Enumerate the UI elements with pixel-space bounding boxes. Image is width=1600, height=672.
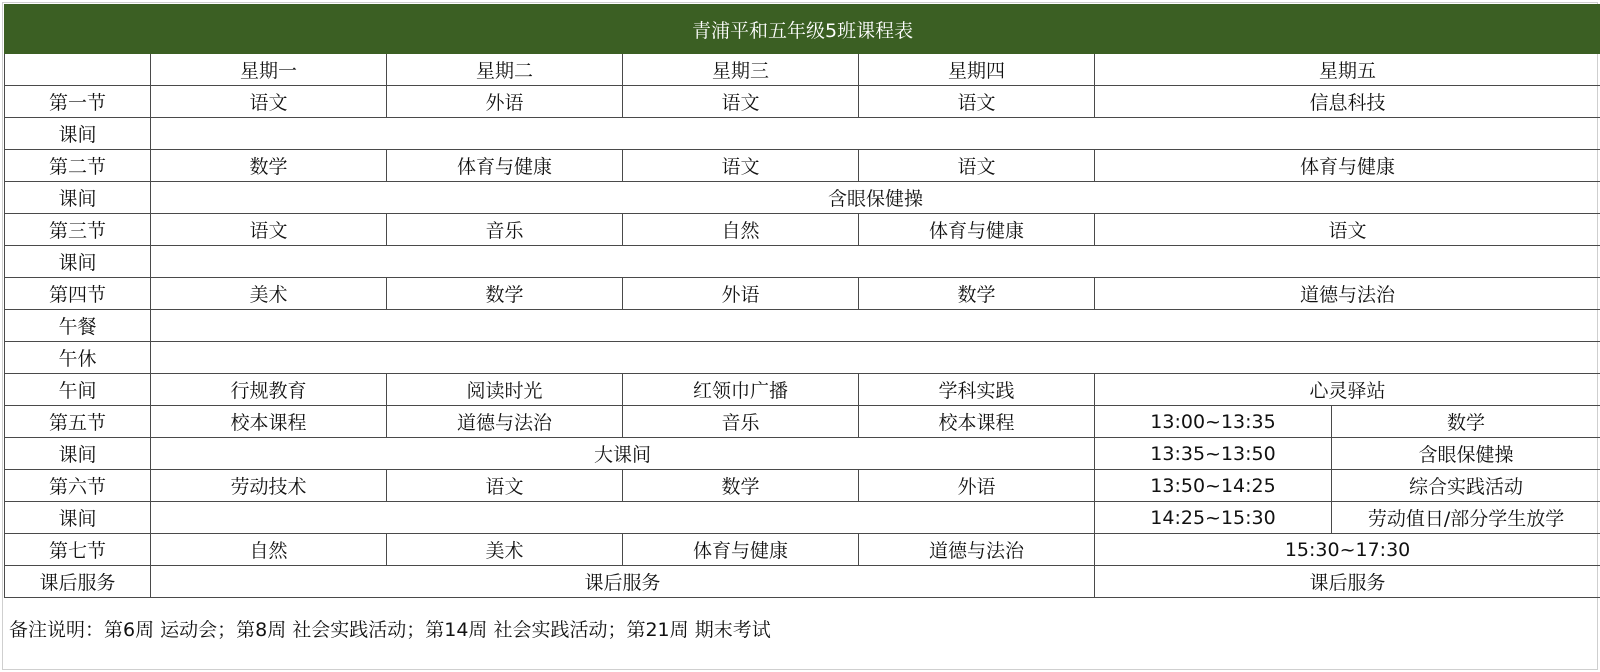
cell-friday-time: 13:35~13:50 (1095, 438, 1332, 470)
cell-tuesday: 美术 (387, 534, 623, 566)
cell-monday: 劳动技术 (151, 470, 387, 502)
nap-row (5, 342, 1600, 374)
cell-monday: 美术 (151, 278, 387, 310)
break-cell (151, 118, 1600, 150)
break-row-3 (5, 246, 1600, 278)
cell-wednesday: 数学 (623, 470, 859, 502)
break-cell (151, 246, 1600, 278)
break-row-1 (5, 118, 1600, 150)
row-label: 第五节 (5, 406, 151, 438)
cell-friday-time: 13:50~14:25 (1095, 470, 1332, 502)
break-row-6 (5, 502, 1600, 534)
cell-friday: 信息科技 (1095, 86, 1600, 118)
cell-tuesday: 道德与法治 (387, 406, 623, 438)
cell-tuesday: 体育与健康 (387, 150, 623, 182)
lunch-cell (151, 310, 1600, 342)
cell-tuesday: 外语 (387, 86, 623, 118)
weekday-header-row (5, 54, 1600, 86)
break-row-5 (5, 438, 1600, 470)
cell-friday: 体育与健康 (1095, 150, 1600, 182)
cell-friday-time: 14:25~15:30 (1095, 502, 1332, 534)
after-school-cell: 课后服务 (151, 566, 1095, 598)
after-school-row (5, 566, 1600, 598)
row-label: 课后服务 (5, 566, 151, 598)
row-label: 课间 (5, 438, 151, 470)
row-label: 第七节 (5, 534, 151, 566)
row-label: 课间 (5, 118, 151, 150)
lunch-row (5, 310, 1600, 342)
cell-tuesday: 音乐 (387, 214, 623, 246)
remarks-note: 备注说明：第6周 运动会；第8周 社会实践活动；第14周 社会实践活动；第21周 期末考试 (9, 619, 771, 641)
cell-thursday: 体育与健康 (859, 214, 1095, 246)
cell-thursday: 数学 (859, 278, 1095, 310)
cell-thursday: 学科实践 (859, 374, 1095, 406)
row-label: 课间 (5, 182, 151, 214)
break-cell (151, 502, 1095, 534)
cell-thursday: 道德与法治 (859, 534, 1095, 566)
cell-wednesday: 语文 (623, 150, 859, 182)
cell-wednesday: 红领巾广播 (623, 374, 859, 406)
cell-friday-subject: 数学 (1332, 406, 1600, 438)
header-tuesday: 星期二 (387, 54, 623, 86)
schedule-table (4, 4, 1600, 598)
period-row-5 (5, 406, 1600, 438)
break-cell: 大课间 (151, 438, 1095, 470)
header-friday: 星期五 (1095, 54, 1600, 86)
period-row-7 (5, 534, 1600, 566)
row-label: 课间 (5, 502, 151, 534)
cell-wednesday: 自然 (623, 214, 859, 246)
cell-friday: 15:30~17:30 (1095, 534, 1600, 566)
cell-friday-subject: 劳动值日/部分学生放学 (1332, 502, 1600, 534)
corner-cell (5, 54, 151, 86)
header-monday: 星期一 (151, 54, 387, 86)
cell-friday-subject: 含眼保健操 (1332, 438, 1600, 470)
row-label: 第一节 (5, 86, 151, 118)
cell-friday-time: 13:00~13:35 (1095, 406, 1332, 438)
row-label: 第三节 (5, 214, 151, 246)
cell-thursday: 外语 (859, 470, 1095, 502)
period-row-3 (5, 214, 1600, 246)
cell-tuesday: 阅读时光 (387, 374, 623, 406)
schedule-sheet (2, 2, 1598, 670)
cell-wednesday: 体育与健康 (623, 534, 859, 566)
cell-wednesday: 音乐 (623, 406, 859, 438)
period-row-4 (5, 278, 1600, 310)
cell-tuesday: 数学 (387, 278, 623, 310)
cell-monday: 语文 (151, 214, 387, 246)
row-label: 第六节 (5, 470, 151, 502)
break-row-2 (5, 182, 1600, 214)
cell-thursday: 语文 (859, 150, 1095, 182)
cell-friday-subject: 综合实践活动 (1332, 470, 1600, 502)
cell-wednesday: 外语 (623, 278, 859, 310)
cell-friday: 心灵驿站 (1095, 374, 1600, 406)
cell-monday: 校本课程 (151, 406, 387, 438)
header-wednesday: 星期三 (623, 54, 859, 86)
cell-tuesday: 语文 (387, 470, 623, 502)
row-label: 午休 (5, 342, 151, 374)
cell-friday: 道德与法治 (1095, 278, 1600, 310)
schedule-title: 青浦平和五年级5班课程表 (5, 5, 1600, 54)
break-cell: 含眼保健操 (151, 182, 1600, 214)
cell-monday: 自然 (151, 534, 387, 566)
row-label: 第四节 (5, 278, 151, 310)
title-row (5, 5, 1600, 54)
row-label: 课间 (5, 246, 151, 278)
cell-friday: 语文 (1095, 214, 1600, 246)
row-label: 午间 (5, 374, 151, 406)
cell-thursday: 校本课程 (859, 406, 1095, 438)
noon-row (5, 374, 1600, 406)
cell-monday: 行规教育 (151, 374, 387, 406)
cell-monday: 数学 (151, 150, 387, 182)
row-label: 午餐 (5, 310, 151, 342)
cell-wednesday: 语文 (623, 86, 859, 118)
nap-cell (151, 342, 1600, 374)
header-thursday: 星期四 (859, 54, 1095, 86)
cell-monday: 语文 (151, 86, 387, 118)
period-row-6 (5, 470, 1600, 502)
cell-friday: 课后服务 (1095, 566, 1600, 598)
period-row-2 (5, 150, 1600, 182)
row-label: 第二节 (5, 150, 151, 182)
cell-thursday: 语文 (859, 86, 1095, 118)
period-row-1 (5, 86, 1600, 118)
